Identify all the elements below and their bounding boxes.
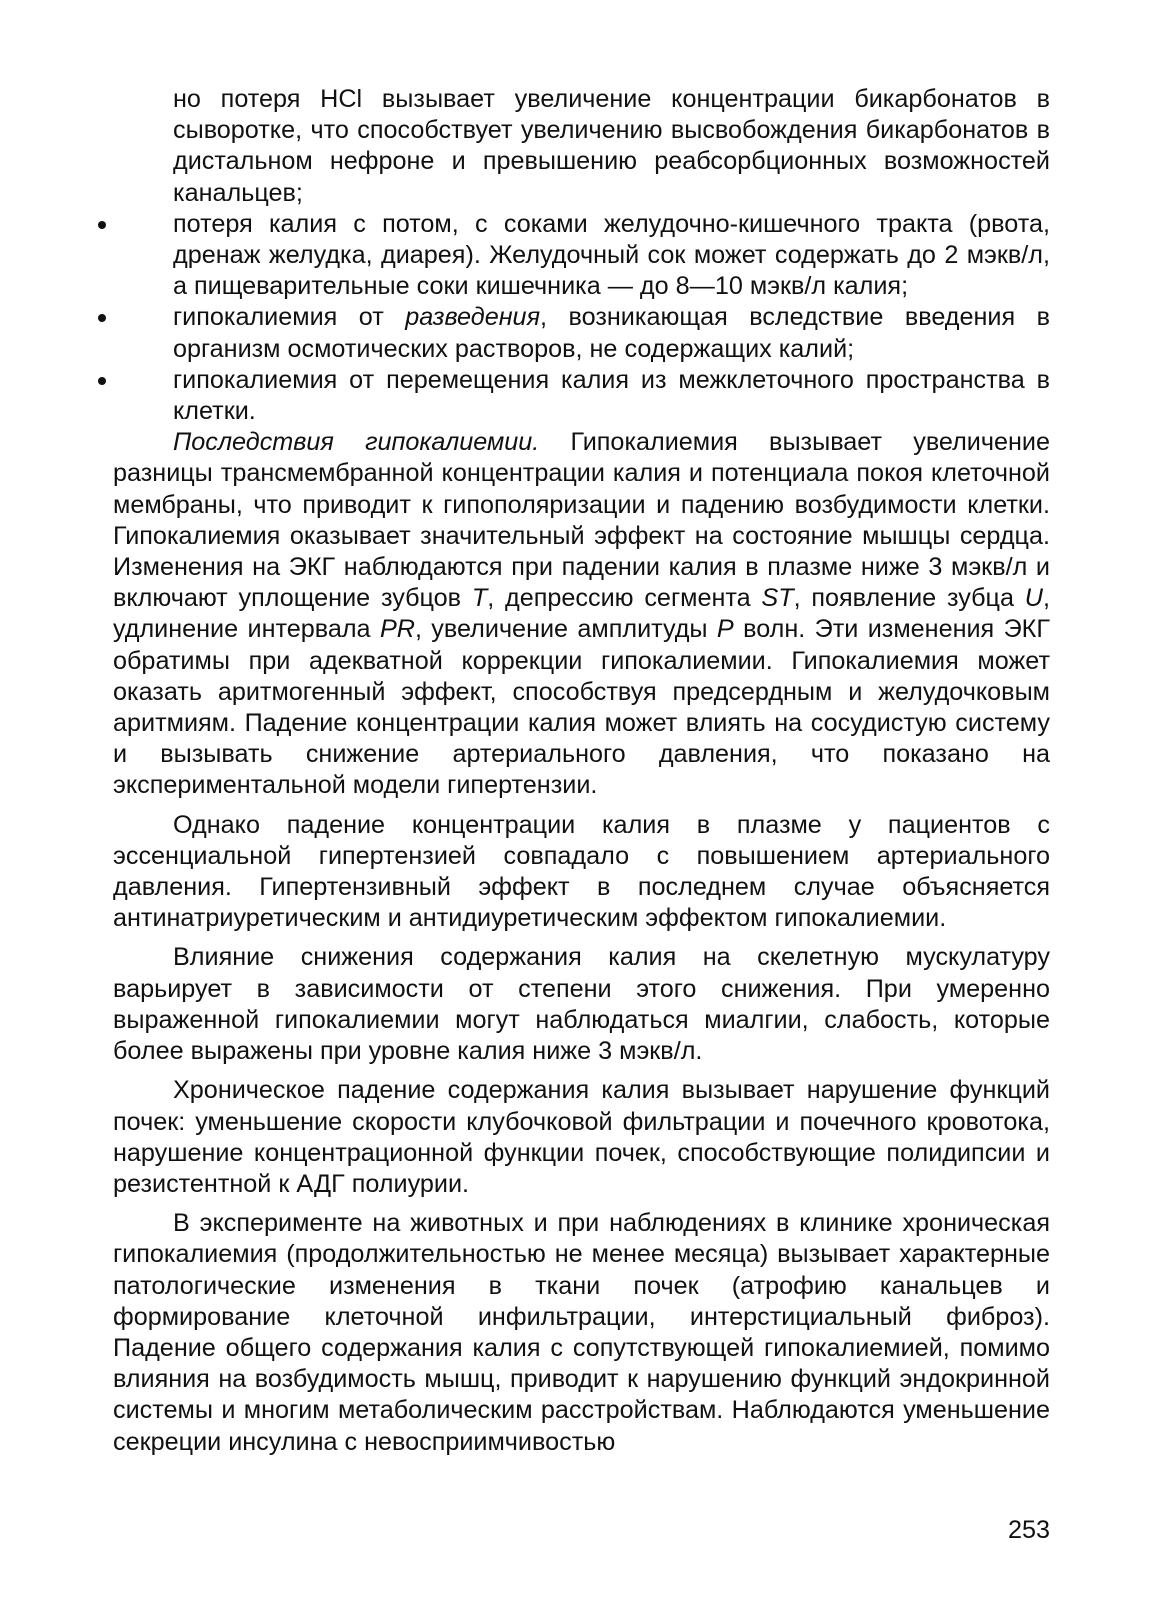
paragraph: В эксперименте на животных и при наблюдениях в клинике хроническая гипокалиемия (продолжительностью не менее месяца) вызывает характерные патологические изменения в ткани почек (атрофию канальцев и формирование клеточной инфильтрации, интерстициальный фиброз). Падение общего содержания калия с сопутствующей гипокалиемией, помимо влияния на возбудимость мышц, приводит к нарушению функций эндокринной системы и многим метаболическим расстройствам. Наблюдаются уменьшение секреции инсулина с невосприимчивостью: [113, 1209, 1050, 1456]
paragraph: Влияние снижения содержания калия на скелетную мускулатуру варьирует в зависимости от степени этого снижения. При умеренно выраженной гипокалиемии могут наблюдаться миалгии, слабость, которые более выражены при уровне калия ниже 3 мэкв/л.: [113, 943, 1050, 1066]
bullet-icon: [98, 314, 106, 322]
list-item: [113, 302, 1050, 364]
list-item-text-end: , возникающая вследствие введения в организм осмотических растворов, не содержащих калий;: [173, 303, 1050, 363]
paragraph-text: Гипокалиемия вызывает увеличение разницы трансмембранной концентрации калия и потенциала покоя клеточной мембраны, что приводит к гипополяризации и падению возбудимости клетки. Гипокалиемия оказывает значительный эффект на состояние мышцы сердца. Изменения на ЭКГ наблюдаются при падении калия в плазме ниже 3 мэкв/л и включают уплощение зубцов: [113, 428, 1050, 613]
ecg-wave-u: U: [1024, 584, 1043, 613]
paragraph-consequences: [113, 427, 1050, 801]
ecg-segment-st: ST: [761, 584, 794, 613]
paragraph-text: , появление зубца: [793, 584, 1025, 613]
paragraph-text: , увеличение амплитуды: [414, 615, 717, 644]
ecg-wave-t: T: [471, 584, 488, 613]
ecg-interval-pr: PR: [379, 615, 415, 644]
list-item-text-start: гипокалиемия от: [173, 303, 406, 332]
section-heading: Последствия гипокалиемии.: [173, 428, 540, 457]
bullet-list: [113, 84, 1050, 427]
list-item: [113, 365, 1050, 427]
list-item: [113, 209, 1050, 303]
paragraph: Однако падение концентрации калия в плазме у пациентов с эссенциальной гипертензией совпадало с повышением артериального давления. Гипертензивный эффект в последнем случае объясняется антинатриуретическим и антидиуретическим эффектом гипокалиемии.: [113, 810, 1050, 933]
emphasized-term: разведения: [405, 303, 541, 332]
list-item-text: но потеря HCl вызывает увеличение концентрации бикарбонатов в сыворотке, что способствует увеличению высвобождения бикарбонатов в дистальном нефроне и превышению реабсорбционных возможностей канальцев;: [173, 85, 1050, 207]
paragraph-text: , депрессию сегмента: [487, 584, 762, 613]
list-item-text: потеря калия с потом, с соками желудочно-кишечного тракта (рвота, дренаж желудка, диарея). Желудочный сок может содержать до 2 мэкв/л, а пищеварительные соки кишечника — до 8—10 мэкв/л калия;: [173, 209, 1050, 301]
paragraph-text: , удлинение интервала: [113, 584, 1050, 644]
bullet-icon: [98, 221, 106, 229]
ecg-wave-p: P: [716, 615, 734, 644]
list-item-continuation: [113, 84, 1050, 209]
list-item-text: гипокалиемия от перемещения калия из межклеточного пространства в клетки.: [173, 365, 1050, 426]
page-body: [113, 84, 1050, 1458]
bullet-icon: [98, 377, 106, 385]
paragraph: Хроническое падение содержания калия вызывает нарушение функций почек: уменьшение скорости клубочковой фильтрации и почечного кровотока, нарушение концентрационной функции почек, способствующие полидипсии и резистентной к АДГ полиурии.: [113, 1076, 1050, 1198]
page-number: 253: [1007, 1516, 1050, 1544]
paragraph-text: волн. Эти изменения ЭКГ обратимы при адекватной коррекции гипокалиемии. Гипокалиемия может оказать аритмогенный эффект, способствуя предсердным и желудочковым аритмиям. Падение концентрации калия может влиять на сосудистую систему и вызывать снижение артериального давления, что показано на экспериментальной модели гипертензии.: [113, 615, 1050, 800]
